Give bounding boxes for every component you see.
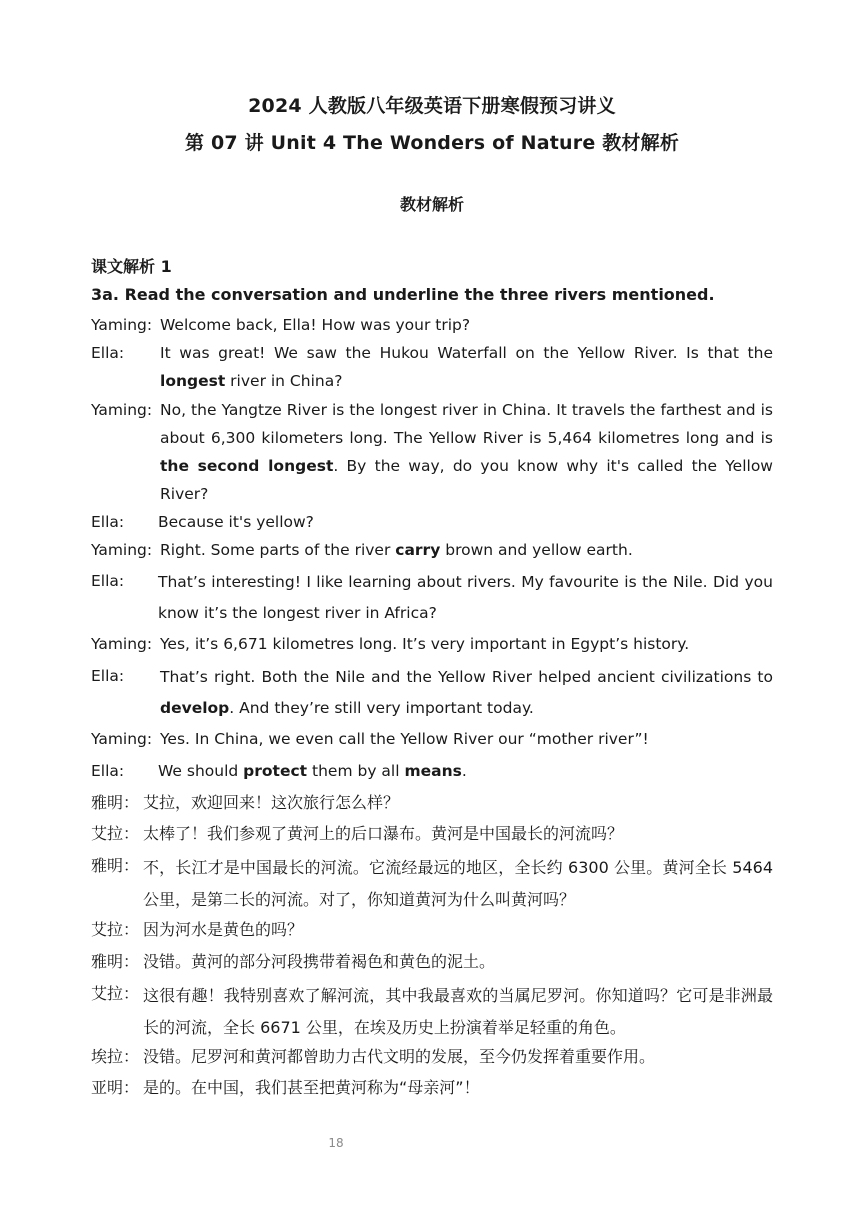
dialogue-line bbox=[91, 536, 773, 564]
dialogue-line bbox=[91, 396, 773, 503]
utterance: Welcome back, Ella! How was your trip? bbox=[160, 316, 471, 334]
speaker: 艾拉： bbox=[91, 824, 140, 843]
speaker: Ella: bbox=[91, 344, 125, 362]
speaker: Yaming: bbox=[91, 730, 153, 748]
speaker: 雅明： bbox=[91, 856, 140, 875]
dialogue-line bbox=[91, 630, 773, 658]
document-title: 2024 人教版八年级英语下册寒假预习讲义 bbox=[248, 95, 616, 117]
speaker: Yaming: bbox=[91, 401, 153, 419]
translation-line bbox=[91, 916, 773, 944]
speaker: 埃拉： bbox=[91, 1047, 140, 1066]
utterance: We should protect them by all means. bbox=[158, 762, 467, 780]
dialogue-line bbox=[91, 662, 773, 717]
key-word: carry bbox=[395, 541, 441, 559]
lesson-title: 第 07 讲 Unit 4 The Wonders of Nature 教材解析 bbox=[184, 132, 680, 154]
translation-text: 因为河水是黄色的吗？ bbox=[143, 920, 304, 939]
key-word: protect bbox=[243, 762, 308, 780]
translation-text: 太棒了！我们参观了黄河上的后口瀑布。黄河是中国最长的河流吗？ bbox=[143, 824, 624, 843]
translation-line bbox=[91, 980, 773, 1037]
dialogue-line bbox=[91, 757, 773, 785]
dialogue-line bbox=[91, 725, 773, 753]
utterance: Yes. In China, we even call the Yellow River our “mother river”! bbox=[160, 730, 649, 748]
speaker: 亚明： bbox=[91, 1078, 140, 1097]
utterance: That’s right. Both the Nile and the Yellow River helped ancient civilizations to develop. And they’re still very important today. bbox=[160, 668, 773, 717]
speaker: Yaming: bbox=[91, 635, 153, 653]
utterance: Because it's yellow? bbox=[158, 513, 314, 531]
page-number: 18 bbox=[328, 1136, 344, 1150]
lesson-label: 课文解析 1 bbox=[91, 257, 172, 276]
utterance: Yes, it’s 6,671 kilometres long. It’s very important in Egypt’s history. bbox=[160, 635, 690, 653]
speaker: Ella: bbox=[91, 513, 125, 531]
translation-text: 艾拉，欢迎回来！这次旅行怎么样？ bbox=[143, 793, 400, 812]
translation-text: 没错。黄河的部分河段携带着褐色和黄色的泥土。 bbox=[143, 952, 496, 971]
translation-text: 这很有趣！我特别喜欢了解河流，其中我最喜欢的当属尼罗河。你知道吗？它可是非洲最长的河流，全长 6671 公里，在埃及历史上扮演着举足轻重的角色。 bbox=[143, 986, 773, 1037]
speaker: 雅明： bbox=[91, 952, 140, 971]
utterance: It was great! We saw the Hukou Waterfall on the Yellow River. Is that the longest river in China? bbox=[160, 344, 773, 390]
translation-line bbox=[91, 789, 773, 817]
dialogue-line bbox=[91, 508, 773, 536]
key-word: develop bbox=[160, 699, 230, 717]
translation-line bbox=[91, 820, 773, 848]
translation-text: 不，长江才是中国最长的河流。它流经最远的地区，全长约 6300 公里。黄河全长 5464 公里，是第二长的河流。对了，你知道黄河为什么叫黄河吗？ bbox=[143, 858, 773, 909]
key-word: longest bbox=[160, 372, 226, 390]
speaker: Yaming: bbox=[91, 316, 153, 334]
dialogue-line bbox=[91, 567, 773, 622]
key-word: means bbox=[404, 762, 462, 780]
translation-line bbox=[91, 1074, 773, 1102]
speaker: Ella: bbox=[91, 572, 125, 590]
speaker: Ella: bbox=[91, 762, 125, 780]
speaker: Ella: bbox=[91, 667, 125, 685]
utterance: No, the Yangtze River is the longest river in China. It travels the farthest and is about 6,300 kilometers long. The Yellow River is 5,464 kilometres long and is the second longest. By the way, do you know why it's called the Yellow River? bbox=[160, 401, 773, 503]
translation-line bbox=[91, 1043, 773, 1071]
dialogue-line bbox=[91, 311, 773, 339]
translation-line bbox=[91, 948, 773, 976]
dialogue-line bbox=[91, 339, 773, 390]
translation-text: 是的。在中国，我们甚至把黄河称为“母亲河”！ bbox=[143, 1078, 480, 1097]
speaker: 雅明： bbox=[91, 793, 140, 812]
speaker: 艾拉： bbox=[91, 984, 140, 1003]
speaker: 艾拉： bbox=[91, 920, 140, 939]
translation-line bbox=[91, 852, 773, 909]
speaker: Yaming: bbox=[91, 541, 153, 559]
section-heading: 教材解析 bbox=[399, 195, 464, 214]
translation-text: 没错。尼罗河和黄河都曾助力古代文明的发展，至今仍发挥着重要作用。 bbox=[143, 1047, 656, 1066]
exercise-instruction: 3a. Read the conversation and underline the three rivers mentioned. bbox=[91, 285, 715, 304]
key-phrase: the second longest bbox=[160, 457, 334, 475]
utterance: That’s interesting! I like learning about rivers. My favourite is the Nile. Did you know it’s the longest river in Africa? bbox=[158, 573, 773, 622]
utterance: Right. Some parts of the river carry brown and yellow earth. bbox=[160, 541, 633, 559]
